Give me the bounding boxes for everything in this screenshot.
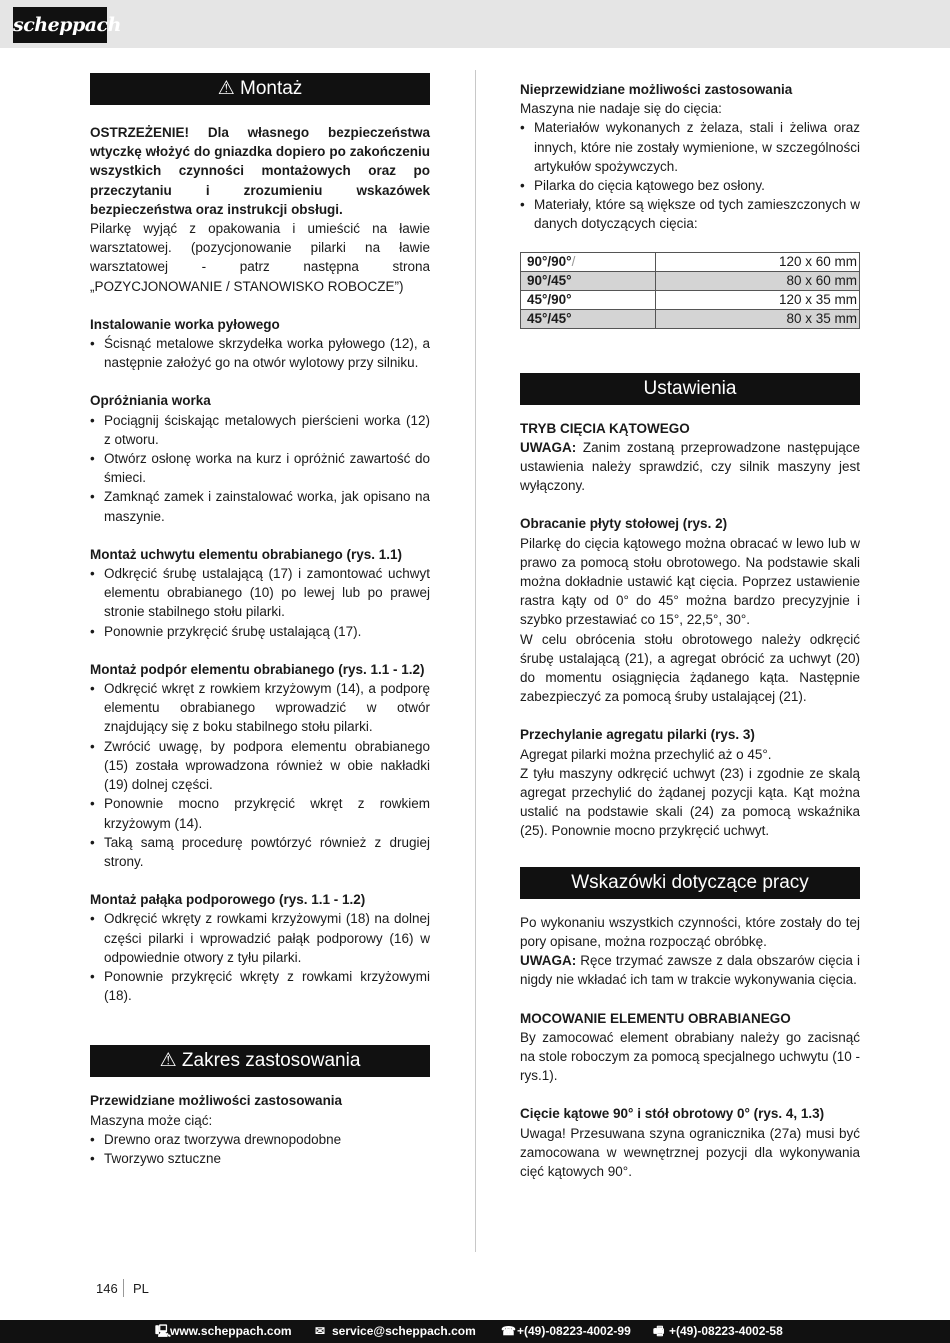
bag-empty-list [90, 411, 430, 526]
bag-install-list [90, 334, 430, 372]
settings-heading: Ustawienia [520, 373, 860, 405]
cutting-dimensions-table [520, 252, 860, 329]
list-item: • Pilarka do cięcia kątowego bez osłony. [520, 176, 860, 195]
list-item: • Tworzywo sztuczne [90, 1149, 430, 1168]
size-cell: 80 x 60 mm [655, 271, 859, 290]
clamp-paragraph: By zamocować element obrabiany należy go zacisnąć na stole roboczym za pomocą specjalnego uchwytu (10 - rys.1). [520, 1029, 860, 1084]
bag-install-heading: Instalowanie worka pyłowego [90, 316, 280, 332]
footer-fax: +(49)-08223-4002-58 [669, 1324, 783, 1338]
intro-paragraph: Pilarkę wyjąć z opakowania i umieścić na ławie warsztatowej. (pozycjonowanie pilarki na ławie warsztatowej - patrz następna strona „POZYCJONOWANIE / STANOWISKO ROBOCZE”) [90, 221, 430, 294]
column-divider [475, 70, 476, 1252]
page-language: PL [133, 1281, 149, 1296]
footer-email: service@scheppach.com [332, 1324, 476, 1338]
list-item: • Materiały, które są większe od tych zamieszczonych w danych dotyczących cięcia: [520, 195, 860, 233]
table-row [521, 271, 860, 290]
cut-paragraph: Uwaga! Przesuwana szyna ogranicznika (27a) musi być zamocowana w wewnętrznej pozycji dla wykonywania cięć kątowych 90°. [520, 1125, 860, 1179]
web-icon: 🖳 [155, 1324, 172, 1338]
unintended-heading: Nieprzewidziane możliwości zastosowania [520, 82, 793, 97]
tips-paragraph: Po wykonaniu wszystkich czynności, które zostały do tej pory opisane, można rozpocząć obróbkę. [520, 914, 860, 949]
holder-heading: Montaż uchwytu elementu obrabianego (rys. 1.1) [90, 546, 403, 562]
list-item: • Ponownie przykręcić wkręty z rowkami krzyżowymi (18). [90, 967, 430, 1005]
cut-heading: Cięcie kątowe 90° i stół obrotowy 0° (rys. 4, 1.3) [520, 1106, 825, 1122]
holder-list [90, 564, 430, 641]
list-item: • Drewno oraz tworzywa drewnopodobne [90, 1130, 430, 1149]
list-item: • Materiałów wykonanych z żelaza, stali i żeliwa oraz innych, które nie zostały wymienione, w szczególności artykułów spożywczych. [520, 118, 860, 176]
email-icon: ✉ [315, 1324, 326, 1338]
footer-web: www.scheppach.com [170, 1324, 292, 1338]
page-separator [123, 1279, 124, 1297]
tilt-heading: Przechylanie agregatu pilarki (rys. 3) [520, 727, 755, 743]
page-number: 146 [96, 1281, 118, 1296]
footer-phone: +(49)-08223-4002-99 [517, 1324, 631, 1338]
angle-cell: 45°/45° [521, 309, 656, 328]
list-item: • Pociągnij ściskając metalowych pierścieni worka (12) z otworu. [90, 411, 430, 449]
footer-bar [0, 1320, 950, 1343]
montaz-heading: ⚠ Montaż [90, 73, 430, 105]
unintended-list [520, 118, 860, 233]
table-row [521, 290, 860, 309]
table-row [521, 309, 860, 328]
tips-heading: Wskazówki dotyczące pracy [520, 867, 860, 899]
angle-cell: 90°/45° [521, 271, 656, 290]
left-column [90, 73, 430, 1168]
list-item: • Zwrócić uwagę, by podpora elementu obrabianego (15) została wprowadzona również w obie nakładki (19) dolnej części. [90, 737, 430, 795]
table-row [521, 252, 860, 271]
rotate-heading: Obracanie płyty stołowej (rys. 2) [520, 516, 728, 532]
supports-heading: Montaż podpór elementu obrabianego (rys. 1.1 - 1.2) [90, 661, 425, 677]
rotate-paragraph-2: W celu obrócenia stołu obrotowego należy odkręcić śrubę ustalającą (21), a agregat obrócić za uchwyt (20) do momentu osiągnięcia żądanego kąta. Następnie zabezpieczyć za pomocą śruby ustalającej (21). [520, 631, 860, 705]
tilt-paragraph-1: Agregat pilarki można przechylić aż o 45°. [520, 746, 772, 762]
list-item: • Taką samą procedurę powtórzyć również z drugiej strony. [90, 833, 430, 871]
size-cell: 120 x 60 mm [655, 252, 859, 271]
scope-heading: ⚠ Zakres zastosowania [90, 1045, 430, 1077]
angle-cell: 90°/90°/ [521, 252, 656, 271]
size-cell: 120 x 35 mm [655, 290, 859, 309]
intended-heading: Przewidziane możliwości zastosowania [90, 1093, 343, 1109]
bag-empty-heading: Opróżniania worka [90, 393, 211, 409]
mode-paragraph: UWAGA: Zanim zostaną przeprowadzone następujące ustawienia należy sprawdzić, czy silnik maszyny jest wyłączony. [520, 439, 860, 494]
scheppach-logo: scheppach [13, 7, 107, 43]
bracket-heading: Montaż pałąka podporowego (rys. 1.1 - 1.2) [90, 892, 366, 908]
intended-text: Maszyna może ciąć: [90, 1112, 213, 1128]
list-item: • Ponownie mocno przykręcić wkręt z rowkiem krzyżowym (14). [90, 794, 430, 832]
phone-icon: ☎ [501, 1324, 516, 1338]
rotate-paragraph-1: Pilarkę do cięcia kątowego można obracać w lewo lub w prawo za pomocą stołu obrotowego. Na podstawie skali można dokładnie ustawić kąt cięcia. Poprzez ustawienie rastra kąty od 0° do 45° można bardzo precyzyjnie i szybko przestawiać co 15°, 22,5°, 30°. [520, 535, 860, 628]
list-item: • Odkręcić wkręty z rowkami krzyżowymi (18) na dolnej części pilarki i wprowadzić pałąk podporowy (16) w odpowiednie otwory z tyłu pilarki. [90, 909, 430, 967]
warning-paragraph: OSTRZEŻENIE! Dla własnego bezpieczeństwa wtyczkę włożyć do gniazdka dopiero po zakończeniu wszystkich czynności montażowych oraz po przeczytaniu i zrozumieniu wskazówek bezpieczeństwa oraz instrukcji obsługi. [90, 125, 430, 217]
right-column [520, 80, 860, 1181]
list-item: • Ponownie przykręcić śrubę ustalającą (17). [90, 622, 430, 641]
size-cell: 80 x 35 mm [655, 309, 859, 328]
unintended-text: Maszyna nie nadaje się do cięcia: [520, 101, 722, 117]
list-item: • Zamknąć zamek i zainstalować worka, jak opisano na maszynie. [90, 487, 430, 525]
angle-cell: 45°/90° [521, 290, 656, 309]
supports-list [90, 679, 430, 871]
tilt-paragraph-2: Z tyłu maszyny odkręcić uchwyt (23) i zgodnie ze skalą agregat przechylić do żądanej pozycji kąta. Kąt można ustalić na podstawie skali (24) za pomocą wskaźnika (25). Ponownie mocno przykręcić uchwyt. [520, 765, 860, 839]
list-item: • Otwórz osłonę worka na kurz i opróżnić zawartość do śmieci. [90, 449, 430, 487]
list-item: • Odkręcić wkręt z rowkiem krzyżowym (14), a podporę elementu obrabianego wprowadzić w otwór znajdujący się z boku stabilnego stołu pilarki. [90, 679, 430, 737]
clamp-heading: MOCOWANIE ELEMENTU OBRABIANEGO [520, 1010, 791, 1026]
bracket-list [90, 909, 430, 1005]
top-bar [0, 0, 950, 48]
list-item: • Ścisnąć metalowe skrzydełka worka pyłowego (12), a następnie założyć go na otwór wylotowy przy silniku. [90, 334, 430, 372]
tips-warning: UWAGA: Ręce trzymać zawsze z dala obszarów cięcia i nigdy nie wkładać ich tam w trakcie wykonywania cięcia. [520, 953, 860, 988]
intended-list [90, 1130, 430, 1168]
mode-heading: TRYB CIĘCIA KĄTOWEGO [520, 420, 690, 436]
fax-icon: 🖷 [653, 1324, 665, 1338]
list-item: • Odkręcić śrubę ustalającą (17) i zamontować uchwyt elementu obrabianego (10) po lewej lub po prawej stronie stabilnego stołu pilarki. [90, 564, 430, 622]
